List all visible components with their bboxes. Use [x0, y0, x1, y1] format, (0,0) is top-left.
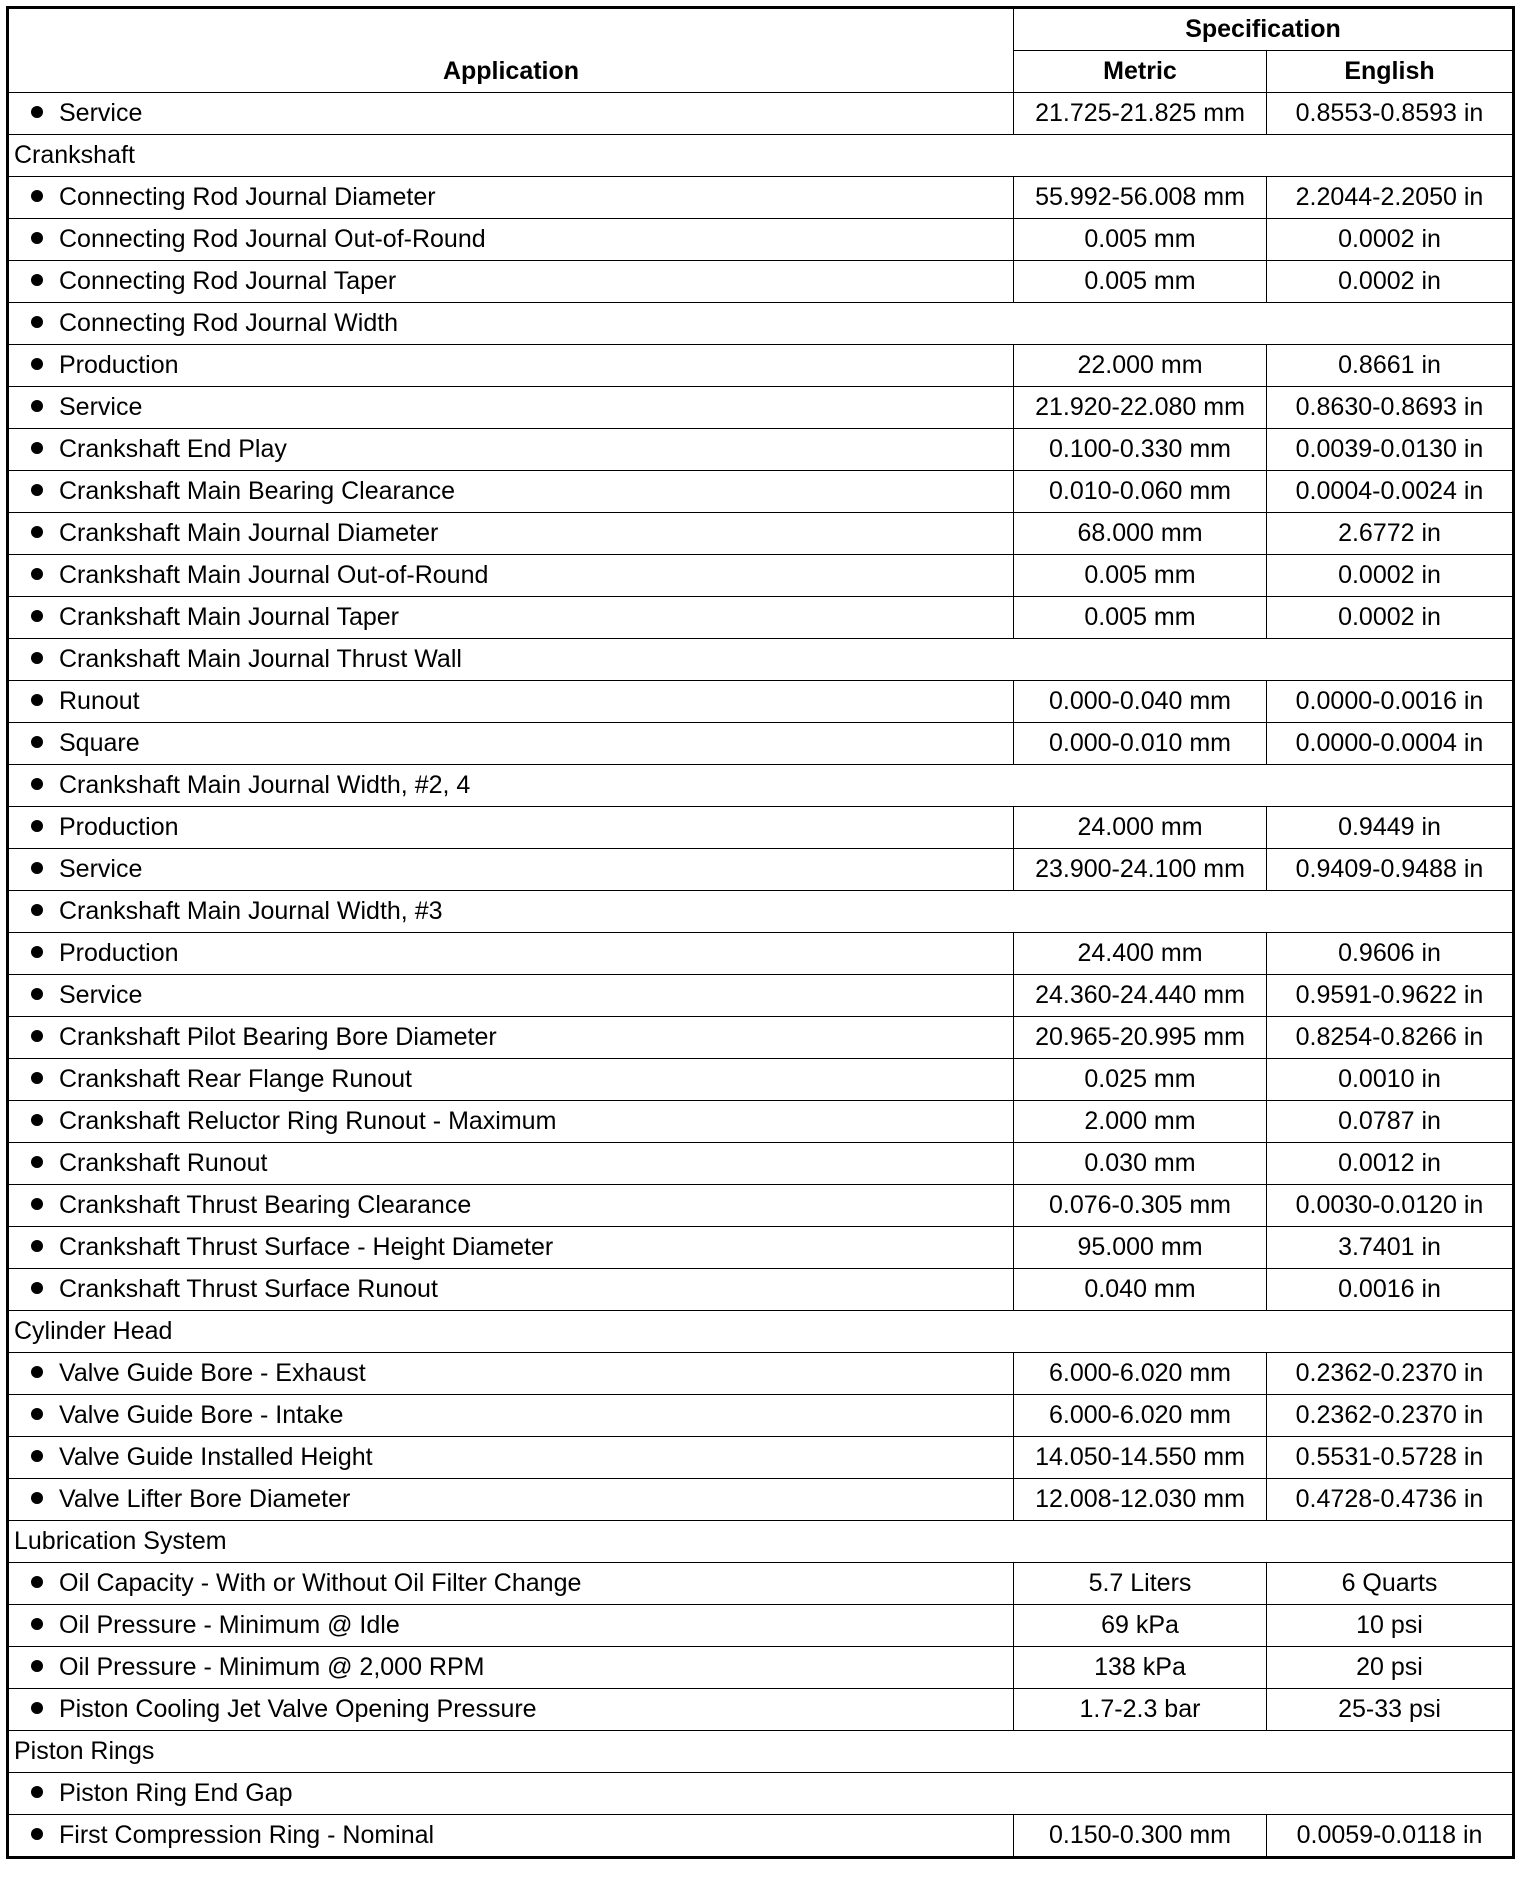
table-row	[8, 261, 1514, 303]
application-label: Connecting Rod Journal Taper	[59, 267, 397, 295]
bullet-icon	[31, 1702, 43, 1714]
table-row	[8, 933, 1514, 975]
bullet-icon	[31, 232, 43, 244]
application-label: Production	[59, 939, 179, 967]
specification-header: Specification	[1014, 8, 1514, 51]
application-cell	[8, 723, 1014, 765]
application-label: Crankshaft Pilot Bearing Bore Diameter	[59, 1023, 497, 1051]
table-row	[8, 1017, 1514, 1059]
english-value: 0.0000-0.0004 in	[1267, 723, 1514, 765]
english-value: 0.0010 in	[1267, 1059, 1514, 1101]
metric-value: 69 kPa	[1014, 1605, 1267, 1647]
application-cell	[8, 1479, 1014, 1521]
application-cell	[8, 597, 1014, 639]
english-value: 0.0004-0.0024 in	[1267, 471, 1514, 513]
metric-value: 0.100-0.330 mm	[1014, 429, 1267, 471]
english-value: 0.0059-0.0118 in	[1267, 1815, 1514, 1858]
english-value: 0.0002 in	[1267, 555, 1514, 597]
bullet-icon	[31, 1618, 43, 1630]
application-cell	[8, 1185, 1014, 1227]
bullet-icon	[31, 1114, 43, 1126]
bullet-icon	[31, 652, 43, 664]
english-value: 0.8254-0.8266 in	[1267, 1017, 1514, 1059]
application-cell	[8, 429, 1014, 471]
application-cell	[8, 303, 1514, 345]
application-label: First Compression Ring - Nominal	[59, 1821, 435, 1849]
table-row	[8, 387, 1514, 429]
application-cell	[8, 513, 1014, 555]
english-value: 10 psi	[1267, 1605, 1514, 1647]
application-cell	[8, 219, 1014, 261]
bullet-icon	[31, 1576, 43, 1588]
english-value: 0.9449 in	[1267, 807, 1514, 849]
application-cell	[8, 807, 1014, 849]
bullet-icon	[31, 484, 43, 496]
application-cell	[8, 1773, 1514, 1815]
english-value: 20 psi	[1267, 1647, 1514, 1689]
application-label: Crankshaft End Play	[59, 435, 287, 463]
application-label: Valve Guide Bore - Intake	[59, 1401, 344, 1429]
application-cell	[8, 1689, 1014, 1731]
section-title: Cylinder Head	[8, 1311, 1514, 1353]
table-row	[8, 1647, 1514, 1689]
application-label: Crankshaft Thrust Surface Runout	[59, 1275, 438, 1303]
section-row	[8, 1521, 1514, 1563]
metric-value: 0.010-0.060 mm	[1014, 471, 1267, 513]
bullet-icon	[31, 1030, 43, 1042]
metric-value: 138 kPa	[1014, 1647, 1267, 1689]
table-row	[8, 177, 1514, 219]
table-row	[8, 1437, 1514, 1479]
table-row	[8, 429, 1514, 471]
bullet-icon	[31, 400, 43, 412]
application-cell	[8, 1017, 1014, 1059]
bullet-icon	[31, 862, 43, 874]
english-value: 0.9606 in	[1267, 933, 1514, 975]
application-cell	[8, 1437, 1014, 1479]
table-row	[8, 681, 1514, 723]
application-cell	[8, 387, 1014, 429]
bullet-icon	[31, 1240, 43, 1252]
application-label: Valve Guide Bore - Exhaust	[59, 1359, 366, 1387]
application-label: Service	[59, 981, 143, 1009]
application-cell	[8, 261, 1014, 303]
bullet-icon	[31, 946, 43, 958]
metric-value: 12.008-12.030 mm	[1014, 1479, 1267, 1521]
subheading-row	[8, 639, 1514, 681]
table-row	[8, 1101, 1514, 1143]
application-label: Valve Guide Installed Height	[59, 1443, 373, 1471]
table-row	[8, 1605, 1514, 1647]
application-label: Square	[59, 729, 140, 757]
bullet-icon	[31, 1786, 43, 1798]
english-value: 0.0016 in	[1267, 1269, 1514, 1311]
application-label: Crankshaft Main Journal Diameter	[59, 519, 439, 547]
application-label: Service	[59, 99, 143, 127]
metric-value: 0.005 mm	[1014, 219, 1267, 261]
application-label: Oil Pressure - Minimum @ 2,000 RPM	[59, 1653, 485, 1681]
english-value: 3.7401 in	[1267, 1227, 1514, 1269]
application-cell	[8, 345, 1014, 387]
english-value: 0.2362-0.2370 in	[1267, 1353, 1514, 1395]
english-value: 2.6772 in	[1267, 513, 1514, 555]
english-value: 0.5531-0.5728 in	[1267, 1437, 1514, 1479]
metric-value: 1.7-2.3 bar	[1014, 1689, 1267, 1731]
metric-value: 21.725-21.825 mm	[1014, 93, 1267, 135]
metric-value: 14.050-14.550 mm	[1014, 1437, 1267, 1479]
bullet-icon	[31, 190, 43, 202]
metric-value: 6.000-6.020 mm	[1014, 1353, 1267, 1395]
application-header: Application	[8, 8, 1014, 93]
metric-value: 21.920-22.080 mm	[1014, 387, 1267, 429]
metric-value: 0.030 mm	[1014, 1143, 1267, 1185]
application-label: Valve Lifter Bore Diameter	[59, 1485, 351, 1513]
metric-value: 0.150-0.300 mm	[1014, 1815, 1267, 1858]
section-row	[8, 1731, 1514, 1773]
metric-value: 2.000 mm	[1014, 1101, 1267, 1143]
english-value: 0.0030-0.0120 in	[1267, 1185, 1514, 1227]
bullet-icon	[31, 1198, 43, 1210]
metric-value: 24.360-24.440 mm	[1014, 975, 1267, 1017]
application-cell	[8, 1563, 1014, 1605]
bullet-icon	[31, 568, 43, 580]
bullet-icon	[31, 442, 43, 454]
application-label: Crankshaft Rear Flange Runout	[59, 1065, 412, 1093]
application-label: Service	[59, 855, 143, 883]
english-value: 0.8553-0.8593 in	[1267, 93, 1514, 135]
application-cell	[8, 93, 1014, 135]
subheading-row	[8, 303, 1514, 345]
metric-value: 0.000-0.040 mm	[1014, 681, 1267, 723]
application-label: Oil Capacity - With or Without Oil Filter Change	[59, 1569, 582, 1597]
english-value: 0.8630-0.8693 in	[1267, 387, 1514, 429]
table-row	[8, 93, 1514, 135]
application-label: Production	[59, 351, 179, 379]
metric-value: 5.7 Liters	[1014, 1563, 1267, 1605]
table-row	[8, 723, 1514, 765]
bullet-icon	[31, 358, 43, 370]
english-value: 0.8661 in	[1267, 345, 1514, 387]
english-header: English	[1267, 51, 1514, 93]
table-row	[8, 849, 1514, 891]
bullet-icon	[31, 1072, 43, 1084]
application-cell	[8, 765, 1514, 807]
bullet-icon	[31, 106, 43, 118]
table-row	[8, 1479, 1514, 1521]
application-cell	[8, 1815, 1014, 1858]
section-title: Lubrication System	[8, 1521, 1514, 1563]
header-row-top	[8, 8, 1514, 51]
table-row	[8, 555, 1514, 597]
bullet-icon	[31, 610, 43, 622]
application-label: Production	[59, 813, 179, 841]
application-label: Piston Cooling Jet Valve Opening Pressure	[59, 1695, 537, 1723]
application-label: Runout	[59, 687, 140, 715]
english-value: 0.9591-0.9622 in	[1267, 975, 1514, 1017]
application-cell	[8, 639, 1514, 681]
metric-value: 23.900-24.100 mm	[1014, 849, 1267, 891]
english-value: 0.0002 in	[1267, 597, 1514, 639]
application-label: Crankshaft Thrust Bearing Clearance	[59, 1191, 472, 1219]
application-label: Crankshaft Thrust Surface - Height Diameter	[59, 1233, 554, 1261]
english-value: 2.2044-2.2050 in	[1267, 177, 1514, 219]
application-label: Crankshaft Main Journal Out-of-Round	[59, 561, 489, 589]
metric-value: 0.000-0.010 mm	[1014, 723, 1267, 765]
application-label: Crankshaft Reluctor Ring Runout - Maximum	[59, 1107, 557, 1135]
section-title: Piston Rings	[8, 1731, 1514, 1773]
application-cell	[8, 1395, 1014, 1437]
bullet-icon	[31, 1450, 43, 1462]
bullet-icon	[31, 1660, 43, 1672]
bullet-icon	[31, 694, 43, 706]
section-row	[8, 135, 1514, 177]
metric-value: 0.076-0.305 mm	[1014, 1185, 1267, 1227]
table-row	[8, 1185, 1514, 1227]
bullet-icon	[31, 526, 43, 538]
application-cell	[8, 1227, 1014, 1269]
metric-value: 55.992-56.008 mm	[1014, 177, 1267, 219]
metric-value: 24.400 mm	[1014, 933, 1267, 975]
table-row	[8, 345, 1514, 387]
metric-value: 0.005 mm	[1014, 261, 1267, 303]
application-label: Crankshaft Main Bearing Clearance	[59, 477, 456, 505]
application-label: Service	[59, 393, 143, 421]
metric-value: 0.025 mm	[1014, 1059, 1267, 1101]
english-value: 25-33 psi	[1267, 1689, 1514, 1731]
bullet-icon	[31, 1828, 43, 1840]
table-body	[8, 93, 1514, 1858]
metric-value: 22.000 mm	[1014, 345, 1267, 387]
table-row	[8, 1395, 1514, 1437]
application-cell	[8, 975, 1014, 1017]
specification-table	[6, 6, 1515, 1859]
metric-value: 0.040 mm	[1014, 1269, 1267, 1311]
application-label: Piston Ring End Gap	[59, 1779, 293, 1807]
english-value: 0.2362-0.2370 in	[1267, 1395, 1514, 1437]
bullet-icon	[31, 1156, 43, 1168]
application-label: Crankshaft Main Journal Width, #2, 4	[59, 771, 471, 799]
table-row	[8, 471, 1514, 513]
metric-value: 0.005 mm	[1014, 555, 1267, 597]
metric-value: 6.000-6.020 mm	[1014, 1395, 1267, 1437]
table-row	[8, 1143, 1514, 1185]
table-row	[8, 1689, 1514, 1731]
application-cell	[8, 1059, 1014, 1101]
bullet-icon	[31, 1408, 43, 1420]
bullet-icon	[31, 736, 43, 748]
bullet-icon	[31, 1492, 43, 1504]
english-value: 0.4728-0.4736 in	[1267, 1479, 1514, 1521]
application-label: Connecting Rod Journal Width	[59, 309, 399, 337]
english-value: 6 Quarts	[1267, 1563, 1514, 1605]
application-cell	[8, 471, 1014, 513]
metric-header: Metric	[1014, 51, 1267, 93]
table-row	[8, 1563, 1514, 1605]
application-cell	[8, 1269, 1014, 1311]
application-label: Connecting Rod Journal Out-of-Round	[59, 225, 486, 253]
english-value: 0.9409-0.9488 in	[1267, 849, 1514, 891]
bullet-icon	[31, 820, 43, 832]
application-cell	[8, 849, 1014, 891]
bullet-icon	[31, 1282, 43, 1294]
application-cell	[8, 933, 1014, 975]
metric-value: 95.000 mm	[1014, 1227, 1267, 1269]
bullet-icon	[31, 778, 43, 790]
table-row	[8, 1227, 1514, 1269]
subheading-row	[8, 1773, 1514, 1815]
english-value: 0.0000-0.0016 in	[1267, 681, 1514, 723]
application-cell	[8, 681, 1014, 723]
application-label: Crankshaft Main Journal Taper	[59, 603, 399, 631]
application-cell	[8, 177, 1014, 219]
bullet-icon	[31, 316, 43, 328]
table-row	[8, 1269, 1514, 1311]
application-cell	[8, 891, 1514, 933]
bullet-icon	[31, 988, 43, 1000]
table-row	[8, 1059, 1514, 1101]
bullet-icon	[31, 274, 43, 286]
metric-value: 24.000 mm	[1014, 807, 1267, 849]
subheading-row	[8, 765, 1514, 807]
application-cell	[8, 555, 1014, 597]
english-value: 0.0002 in	[1267, 219, 1514, 261]
bullet-icon	[31, 904, 43, 916]
table-row	[8, 1353, 1514, 1395]
application-label: Connecting Rod Journal Diameter	[59, 183, 436, 211]
metric-value: 68.000 mm	[1014, 513, 1267, 555]
english-value: 0.0012 in	[1267, 1143, 1514, 1185]
bullet-icon	[31, 1366, 43, 1378]
metric-value: 0.005 mm	[1014, 597, 1267, 639]
application-label: Crankshaft Main Journal Thrust Wall	[59, 645, 462, 673]
table-row	[8, 513, 1514, 555]
table-row	[8, 597, 1514, 639]
application-cell	[8, 1353, 1014, 1395]
english-value: 0.0787 in	[1267, 1101, 1514, 1143]
application-label: Oil Pressure - Minimum @ Idle	[59, 1611, 400, 1639]
table-row	[8, 975, 1514, 1017]
application-cell	[8, 1605, 1014, 1647]
english-value: 0.0002 in	[1267, 261, 1514, 303]
application-label: Crankshaft Main Journal Width, #3	[59, 897, 443, 925]
application-cell	[8, 1143, 1014, 1185]
application-cell	[8, 1647, 1014, 1689]
table-row	[8, 807, 1514, 849]
subheading-row	[8, 891, 1514, 933]
english-value: 0.0039-0.0130 in	[1267, 429, 1514, 471]
table-row	[8, 219, 1514, 261]
section-row	[8, 1311, 1514, 1353]
application-cell	[8, 1101, 1014, 1143]
metric-value: 20.965-20.995 mm	[1014, 1017, 1267, 1059]
application-label: Crankshaft Runout	[59, 1149, 268, 1177]
table-row	[8, 1815, 1514, 1858]
section-title: Crankshaft	[8, 135, 1514, 177]
